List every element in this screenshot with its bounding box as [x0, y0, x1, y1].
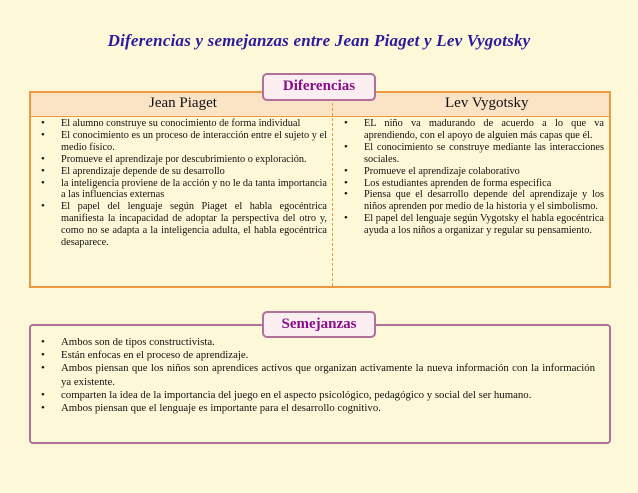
column-divider	[332, 93, 333, 286]
piaget-column	[35, 118, 327, 249]
list-item: • El papel del lenguaje según Piaget el habla egocéntrica manifiesta la incapacidad de adoptar la perspectiva del otro y, como no se adapta a la inteligencia adulta, el habla egocéntrica desaparece.	[35, 201, 327, 249]
list-item: • El aprendizaje depende de su desarrollo	[35, 166, 327, 178]
list-item: • Ambos piensan que el lenguaje es importante para el desarrollo cognitivo.	[35, 402, 595, 415]
diferencias-badge: Diferencias	[262, 73, 376, 101]
list-item: • El conocimiento se construye mediante las interacciones sociales.	[338, 142, 604, 166]
list-item: • EL niño va madurando de acuerdo a lo que va aprendiendo, con el apoyo de alguien más capas que él.	[338, 118, 604, 142]
list-item: • Ambos son de tipos constructivista.	[35, 336, 595, 349]
piaget-list	[35, 118, 327, 249]
semejanzas-list	[35, 336, 595, 415]
list-item: • Los estudiantes aprenden de forma especifica	[338, 178, 604, 190]
list-item: • El conocimiento es un proceso de interacción entre el sujeto y el medio físico.	[35, 130, 327, 154]
list-item: • El alumno construye su conocimiento de forma individual	[35, 118, 327, 130]
list-item: • Piensa que el desarrollo depende del aprendizaje y los niños aprenden por medio de la historia y el simbolismo.	[338, 189, 604, 213]
list-item: • Promueve el aprendizaje colaborativo	[338, 166, 604, 178]
list-item: • Ambos piensan que los niños son aprendices activos que organizan activamente la nueva información con la información ya existente.	[35, 362, 595, 388]
list-item: • comparten la idea de la importancia del juego en el aspecto psicológico, pedagógico y social del ser humano.	[35, 389, 595, 402]
vygotsky-column	[338, 118, 604, 237]
list-item: • Promueve el aprendizaje por descubrimiento o exploración.	[35, 154, 327, 166]
piaget-column-header: Jean Piaget	[149, 95, 217, 111]
vygotsky-list	[338, 118, 604, 237]
semejanzas-box	[29, 324, 611, 444]
list-item: • Están enfocas en el proceso de aprendizaje.	[35, 349, 595, 362]
list-item: • El papel del lenguaje según Vygotsky el habla egocéntrica ayuda a los niños a organizar y regular su pensamiento.	[338, 213, 604, 237]
list-item: • la inteligencia proviene de la acción y no le da tanta importancia a las influencias externas	[35, 178, 327, 202]
page-title: Diferencias y semejanzas entre Jean Piaget y Lev Vygotsky	[107, 31, 531, 50]
diferencias-table	[29, 91, 611, 288]
semejanzas-badge: Semejanzas	[262, 311, 376, 338]
vygotsky-column-header: Lev Vygotsky	[445, 95, 529, 111]
